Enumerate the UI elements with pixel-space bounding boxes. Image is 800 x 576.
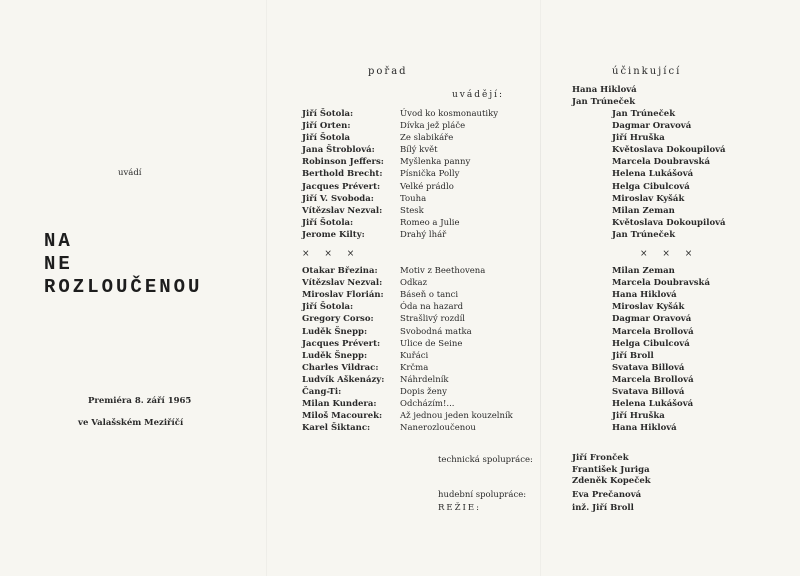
program-row bbox=[302, 399, 542, 411]
host-name: Hana Hiklová bbox=[572, 85, 637, 95]
program-row bbox=[302, 121, 542, 133]
direction-name: inž. Jiří Broll bbox=[572, 503, 634, 513]
author-name: Jiří Šotola: bbox=[302, 217, 354, 228]
author-name: Ludvík Aškenázy: bbox=[302, 374, 385, 385]
piece-title: Motiv z Beethovena bbox=[400, 266, 486, 277]
performer-name: Hana Hiklová bbox=[612, 423, 677, 434]
author-name: Jiří Šotola: bbox=[302, 302, 354, 313]
piece-title: Písnička Polly bbox=[400, 169, 460, 180]
piece-title: Odkaz bbox=[400, 278, 428, 289]
author-name: Jiří Orten: bbox=[302, 121, 351, 132]
program-row bbox=[302, 182, 542, 194]
performer-name: Miroslav Kyšák bbox=[612, 302, 685, 313]
program-row bbox=[302, 423, 542, 435]
program-row bbox=[302, 206, 542, 218]
performers-heading: účinkující bbox=[612, 66, 682, 77]
piece-title: Ulice de Seine bbox=[400, 338, 463, 349]
author-name: Jerome Kilty: bbox=[302, 229, 365, 240]
performer-name: Hana Hiklová bbox=[612, 290, 677, 301]
piece-title: Až jednou jeden kouzelník bbox=[400, 411, 513, 422]
performer-name: Květoslava Dokoupilová bbox=[612, 217, 726, 228]
author-name: Miloš Macourek: bbox=[302, 411, 383, 422]
author-name: Otakar Březina: bbox=[302, 266, 378, 277]
performer-name: Helga Cibulcová bbox=[612, 181, 690, 192]
performer-name: Jiří Broll bbox=[612, 350, 654, 361]
author-name: Luděk Šnepp: bbox=[302, 350, 368, 361]
program-row bbox=[302, 194, 542, 206]
piece-title: Romeo a Julie bbox=[400, 217, 460, 228]
technical-label: technická spolupráce: bbox=[438, 455, 533, 465]
premiere-date: Premiéra 8. září 1965 bbox=[88, 396, 192, 406]
program-row bbox=[302, 411, 542, 423]
piece-title: Krčma bbox=[400, 362, 429, 373]
performer-name: Svatava Billová bbox=[612, 362, 685, 373]
performer-name: Marcela Doubravská bbox=[612, 278, 710, 289]
performer-name: Svatava Billová bbox=[612, 386, 685, 397]
author-name: Vítězslav Nezval: bbox=[302, 278, 383, 289]
piece-title: Odcházím!... bbox=[400, 399, 455, 410]
program-row bbox=[302, 145, 542, 157]
program-row bbox=[302, 109, 542, 121]
piece-title: Stesk bbox=[400, 205, 424, 216]
program-row bbox=[302, 230, 542, 242]
author-name: Jiří Šotola bbox=[302, 133, 351, 144]
performers-separator: × × × bbox=[640, 249, 699, 260]
performer-name: Marcela Brollová bbox=[612, 374, 694, 385]
performer-name: Marcela Brollová bbox=[612, 326, 694, 337]
performer-name: Jan Trúneček bbox=[612, 229, 676, 240]
technical-name: František Juriga bbox=[572, 464, 650, 475]
performer-name: Helga Cibulcová bbox=[612, 338, 690, 349]
music-name: Eva Prečanová bbox=[572, 490, 642, 500]
author-name: Gregory Corso: bbox=[302, 314, 374, 325]
piece-title: Velké prádlo bbox=[400, 181, 454, 192]
program-row bbox=[302, 327, 542, 339]
program-heading: pořad bbox=[368, 66, 408, 77]
performer-name: Milan Zeman bbox=[612, 205, 675, 216]
author-name: Jiří V. Svoboda: bbox=[302, 193, 374, 204]
performer-name: Dagmar Oravová bbox=[612, 314, 692, 325]
author-name: Vítězslav Nezval: bbox=[302, 205, 383, 216]
title-line: NA bbox=[44, 230, 73, 252]
program-row bbox=[302, 375, 542, 387]
performer-name: Miroslav Kyšák bbox=[612, 193, 685, 204]
author-name: Miroslav Florián: bbox=[302, 290, 384, 301]
piece-title: Touha bbox=[400, 193, 427, 204]
piece-title: Báseň o tanci bbox=[400, 290, 459, 301]
program-row bbox=[302, 351, 542, 363]
author-name: Robinson Jeffers: bbox=[302, 157, 384, 168]
program-row bbox=[302, 314, 542, 326]
performer-name: Jiří Hruška bbox=[612, 133, 665, 144]
piece-title: Kuřáci bbox=[400, 350, 429, 361]
program-list bbox=[302, 109, 542, 435]
program-row bbox=[302, 169, 542, 181]
piece-title: Strašlivý rozdíl bbox=[400, 314, 466, 325]
piece-title: Myšlenka panny bbox=[400, 157, 471, 168]
program-subheading: uvádějí: bbox=[452, 90, 505, 100]
author-name: Jiří Šotola: bbox=[302, 109, 354, 119]
performer-name: Marcela Doubravská bbox=[612, 157, 710, 168]
technical-list bbox=[572, 453, 651, 488]
piece-title: Drahý lhář bbox=[400, 229, 447, 240]
piece-title: Náhrdelník bbox=[400, 374, 449, 385]
title-line: ROZLOUČENOU bbox=[44, 276, 203, 298]
music-label: hudební spolupráce: bbox=[438, 490, 527, 500]
performer-name: Květoslava Dokoupilová bbox=[612, 145, 726, 156]
author-name: Charles Vildrac: bbox=[302, 362, 379, 373]
host-name: Jan Trúneček bbox=[572, 97, 636, 107]
program-row bbox=[302, 218, 542, 230]
program-separator: × × × bbox=[302, 249, 361, 260]
performer-name: Jiří Hruška bbox=[612, 411, 665, 422]
author-name: Berthold Brecht: bbox=[302, 169, 383, 180]
program-row bbox=[302, 363, 542, 375]
program-row bbox=[302, 290, 542, 302]
author-name: Jana Štroblová: bbox=[302, 145, 375, 156]
hosts-list bbox=[572, 84, 637, 108]
presents-label: uvádí bbox=[118, 168, 142, 178]
performer-name: Helena Lukášová bbox=[612, 169, 694, 180]
author-name: Jacques Prévert: bbox=[302, 181, 381, 192]
piece-title: Svobodná matka bbox=[400, 326, 472, 337]
author-name: Karel Šiktanc: bbox=[302, 423, 371, 434]
author-name: Čang-Ti: bbox=[302, 386, 342, 397]
author-name: Milan Kundera: bbox=[302, 399, 377, 410]
technical-name: Zdeněk Kopeček bbox=[572, 476, 651, 486]
author-name: Jacques Prévert: bbox=[302, 338, 381, 349]
performers-list bbox=[612, 109, 792, 435]
piece-title: Dívka jež pláče bbox=[400, 121, 466, 132]
piece-title: Ze slabikáře bbox=[400, 133, 454, 144]
program-row bbox=[302, 266, 542, 278]
performer-name: Helena Lukášová bbox=[612, 399, 694, 410]
program-row bbox=[302, 133, 542, 145]
piece-title: Nanerozloučenou bbox=[400, 423, 476, 434]
technical-name: Jiří Fronček bbox=[572, 453, 629, 463]
program-row bbox=[302, 339, 542, 351]
piece-title: Bílý květ bbox=[400, 145, 438, 156]
performance-title bbox=[44, 230, 202, 299]
author-name: Luděk Šnepp: bbox=[302, 326, 368, 337]
program-row bbox=[302, 157, 542, 169]
piece-title: Óda na hazard bbox=[400, 302, 464, 313]
performer-name: Jan Trúneček bbox=[612, 109, 676, 119]
title-line: NE bbox=[44, 253, 73, 275]
performer-name: Dagmar Oravová bbox=[612, 121, 692, 132]
direction-label: REŽIE: bbox=[438, 503, 481, 513]
program-row bbox=[302, 387, 542, 399]
premiere-venue: ve Valašském Meziříčí bbox=[78, 418, 184, 428]
piece-title: Úvod ko kosmonautiky bbox=[400, 109, 499, 119]
performer-name: Milan Zeman bbox=[612, 266, 675, 277]
program-row bbox=[302, 278, 542, 290]
piece-title: Dopis ženy bbox=[400, 386, 447, 397]
program-row bbox=[302, 302, 542, 314]
